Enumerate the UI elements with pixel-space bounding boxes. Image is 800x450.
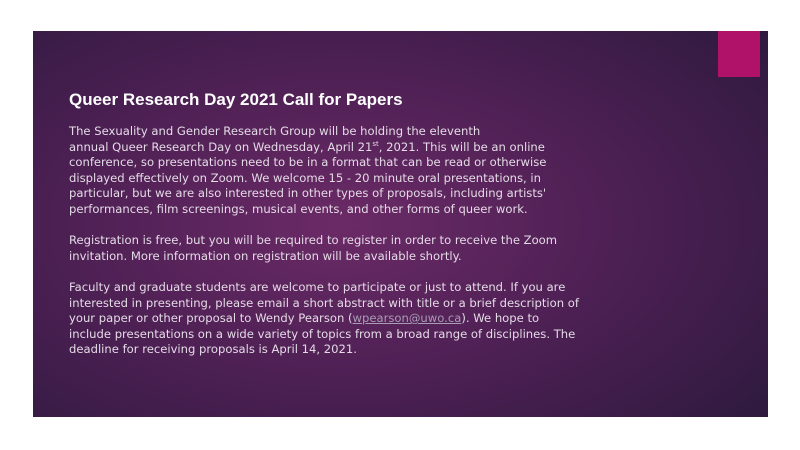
paragraph-registration [69, 233, 749, 264]
text-line: include presentations on a wide variety of topics from a broad range of disciplines. The [69, 326, 576, 341]
text-line: interested in presenting, please email a short abstract with title or a brief description of [69, 295, 579, 310]
text-line: deadline for receiving proposals is April 14, 2021. [69, 342, 357, 357]
ordinal-suffix: st [372, 139, 379, 148]
accent-bar [718, 31, 760, 77]
text-line [69, 140, 749, 156]
paragraph-submission [69, 280, 749, 358]
email-link[interactable]: wpearson@uwo.ca [352, 311, 462, 326]
slide [33, 31, 768, 417]
text-line: The Sexuality and Gender Research Group will be holding the eleventh [69, 124, 481, 138]
text-segment: annual Queer Research Day on Wednesday, April 21 [69, 139, 373, 154]
text-segment: your paper or other proposal to Wendy Pearson ( [69, 311, 353, 326]
text-line: particular, but we are also interested in other types of proposals, including artists' [69, 186, 547, 201]
text-line [69, 311, 749, 327]
text-line: conference, so presentations need to be in a format that can be read or otherwise [69, 155, 547, 170]
text-line: Registration is free, but you will be required to register in order to receive the Zoom [69, 233, 558, 248]
text-line: performances, film screenings, musical events, and other forms of queer work. [69, 201, 528, 216]
slide-title: Queer Research Day 2021 Call for Papers [69, 90, 403, 109]
paragraph-intro [69, 124, 749, 218]
text-line: displayed effectively on Zoom. We welcome 15 - 20 minute oral presentations, in [69, 170, 541, 185]
text-line: Faculty and graduate students are welcome to participate or just to attend. If you are [69, 279, 566, 294]
slide-body [69, 124, 749, 374]
text-segment: , 2021. This will be an online [378, 139, 545, 154]
text-line: invitation. More information on registration will be available shortly. [69, 248, 462, 263]
text-segment: ). We hope to [461, 311, 540, 326]
